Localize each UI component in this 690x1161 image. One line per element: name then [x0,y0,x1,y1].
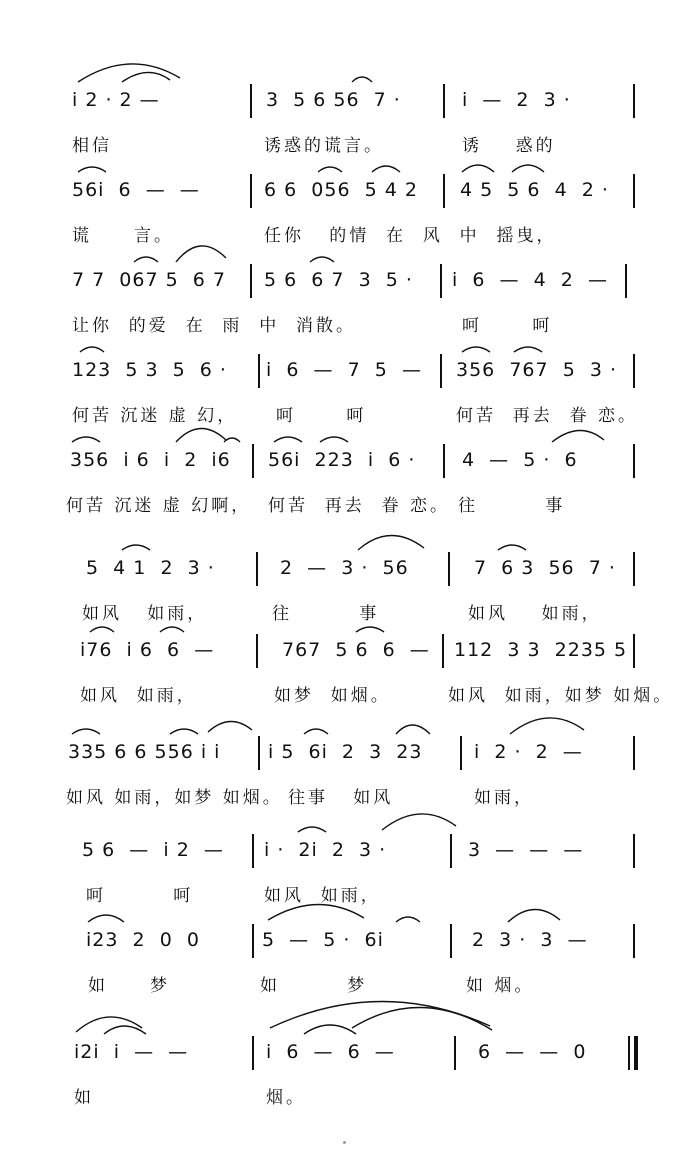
barline [252,924,254,958]
barline [633,552,635,586]
notes-row [0,358,690,388]
measure-notes: 5 6 — i 2 — [82,839,224,861]
lyrics-row [0,1086,690,1116]
measure-lyrics: 呵 呵 [86,886,194,906]
slur-mark [0,144,690,180]
measure-notes: 2 3 · 3 — [472,929,588,951]
measure-notes: 356 767 5 3 · [456,359,618,381]
measure-notes: 56i 223 i 6 · [268,449,416,471]
barline [250,264,252,298]
lyrics-row [0,494,690,524]
barline [450,834,452,868]
measure-notes: i · 2i 2 3 · [264,839,387,861]
measure-notes: 3 — — — [468,839,584,861]
measure-lyrics: 如风 如雨， [82,604,208,624]
notes-row [0,638,690,668]
slur-mark [0,54,690,90]
measure-notes: 356 i 6 i 2 i6 [70,449,231,471]
barline [460,736,462,770]
measure-notes: 56i 6 — — [72,179,200,201]
slur-mark [0,804,690,840]
measure-notes: i76 i 6 6 — [80,639,215,661]
barline [440,354,442,388]
barline [443,174,445,208]
barline [440,264,442,298]
measure-notes: i 6 — 4 2 — [452,269,608,291]
measure-notes: 2 — 3 · 56 [280,557,409,579]
measure-notes: i 6 — 6 — [266,1041,395,1063]
measure-lyrics: 如梦 如烟。 [274,686,391,706]
notes-row [0,448,690,478]
measure-notes: i 2 · 2 — [474,741,583,763]
notes-row [0,1040,690,1070]
slur-mark [0,414,690,450]
measure-lyrics: 如风 如雨， [264,886,381,906]
barline [256,634,258,668]
measure-lyrics: 如风 如雨，如梦 如烟。 [448,686,674,706]
measure-notes: 4 — 5 · 6 [462,449,578,471]
notes-row [0,178,690,208]
measure-lyrics: 如 梦 [88,976,171,996]
barline [258,736,260,770]
slur-mark [0,604,690,640]
slur-mark [0,894,690,930]
measure-lyrics: 如风 如雨， [468,604,602,624]
slur-mark [0,706,690,742]
measure-lyrics: 往 事 [272,604,380,624]
measure-lyrics: 如 [74,1088,94,1108]
measure-lyrics: 诱惑的谎言。 [264,136,384,156]
measure-lyrics: 如 烟。 [466,976,535,996]
measure-lyrics: 呵 呵 [462,316,553,336]
measure-lyrics: 如 梦 [260,976,368,996]
measure-notes: 123 5 3 5 6 · [72,359,227,381]
slur-mark [0,234,690,270]
notes-row [0,268,690,298]
measure-notes: i 2 · 2 — [72,89,160,111]
measure-notes: 767 5 6 6 — [282,639,430,661]
barline [252,834,254,868]
measure-lyrics: 如风 如雨， [80,686,197,706]
measure-notes: 7 6 3 56 7 · [474,557,616,579]
measure-notes: 3 5 6 56 7 · [266,89,401,111]
notes-row [0,88,690,118]
barline [250,84,252,118]
barline [448,552,450,586]
measure-notes: i 5 6i 2 3 23 [268,741,423,763]
measure-notes: 7 7 067 5 6 7 [72,269,226,291]
barline [442,634,444,668]
measure-notes: i 6 — 7 5 — [266,359,422,381]
measure-notes: 112 3 3 2235 5 [454,639,628,661]
barline [450,924,452,958]
barline [633,834,635,868]
measure-notes: i — 2 3 · [462,89,571,111]
barline [258,354,260,388]
barline [633,444,635,478]
measure-lyrics: 何苦 再去 眷 恋。 [268,496,451,516]
measure-lyrics: 相信 [72,136,112,156]
barline [633,84,635,118]
barline [633,634,635,668]
barline [633,736,635,770]
measure-lyrics: 让你 的爱 在 雨 中 消散。 [72,316,357,336]
lyrics-row [0,974,690,1004]
page-dot [343,1141,346,1144]
notes-row [0,556,690,586]
measure-lyrics: 何苦 沉迷 虚 幻， [72,406,238,426]
measure-lyrics: 往 事 [458,496,566,516]
notes-row [0,838,690,868]
slur-mark [0,1006,690,1042]
measure-lyrics: 如雨， [474,788,534,808]
measure-notes: i2i i — — [74,1041,189,1063]
barline [625,264,627,298]
measure-lyrics: 烟。 [266,1088,306,1108]
measure-lyrics: 谎 言。 [72,226,175,246]
barline [454,1036,456,1070]
score-system [0,1040,690,1150]
measure-notes: 5 6 6 7 3 5 · [264,269,413,291]
measure-lyrics: 何苦 沉迷 虚 幻啊， [66,496,252,516]
measure-notes: i23 2 0 0 [86,929,200,951]
measure-lyrics: 如风 如雨，如梦 如烟。 [66,788,283,808]
final-barline [634,1036,638,1070]
barline [252,444,254,478]
notes-row [0,740,690,770]
measure-lyrics: 往事 如风 [288,788,394,808]
measure-notes: 6 — — 0 [478,1041,587,1063]
measure-lyrics: 任你 的情 在 风 中 摇曳， [264,226,557,246]
measure-notes: 5 4 1 2 3 · [86,557,215,579]
barline [633,174,635,208]
barline [252,1036,254,1070]
measure-lyrics: 呵 呵 [276,406,367,426]
barline [443,444,445,478]
measure-notes: 5 — 5 · 6i [262,929,384,951]
barline [633,354,635,388]
measure-lyrics: 何苦 再去 眷 恋。 [456,406,639,426]
barline [443,84,445,118]
measure-notes: 4 5 5 6 4 2 · [460,179,609,201]
measure-notes: 6 6 056 5 4 2 [264,179,418,201]
barline [250,174,252,208]
barline [256,552,258,586]
slur-mark [0,522,690,558]
measure-notes: 335 6 6 556 i i [68,741,221,763]
notes-row [0,928,690,958]
slur-mark [0,324,690,360]
measure-lyrics: 诱 惑的 [462,136,556,156]
barline [633,924,635,958]
